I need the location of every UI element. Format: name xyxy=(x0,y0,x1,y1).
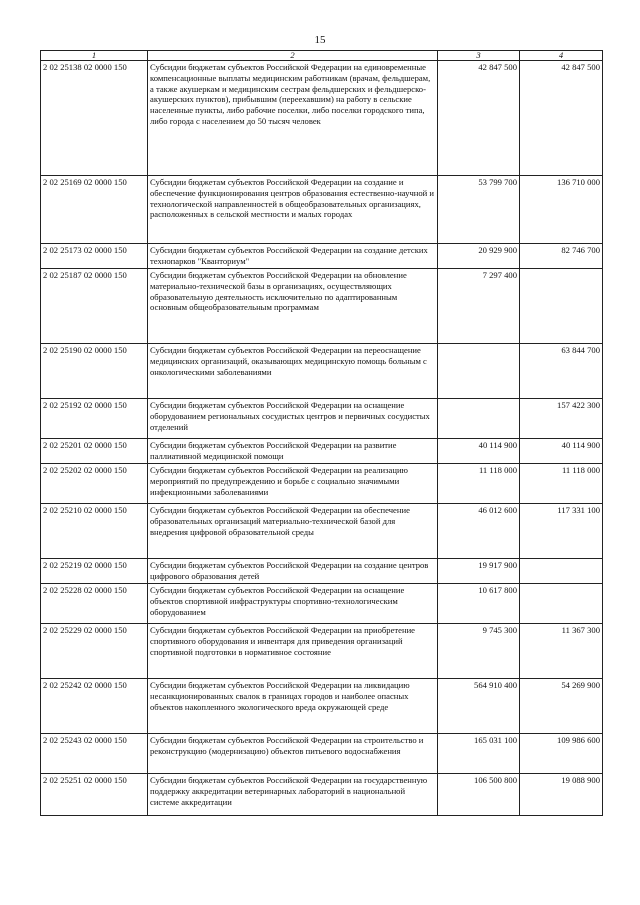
name-cell: Субсидии бюджетам субъектов Российской Федерации на оснащение объектов спортивной инфраструктуры спортивно-технологическим оборудованием xyxy=(148,584,438,624)
value-col3-cell: 40 114 900 xyxy=(438,439,520,464)
value-col3-cell: 10 617 800 xyxy=(438,584,520,624)
value-col3-cell: 42 847 500 xyxy=(438,61,520,176)
value-col4-cell: 40 114 900 xyxy=(520,439,603,464)
table-row xyxy=(41,439,603,464)
name-cell: Субсидии бюджетам субъектов Российской Федерации на оснащение оборудованием региональных сосудистых центров и первичных сосудистых отделений xyxy=(148,399,438,439)
value-col4-cell: 63 844 700 xyxy=(520,344,603,399)
table-header-row xyxy=(41,51,603,61)
value-col3-cell: 9 745 300 xyxy=(438,624,520,679)
column-header-3: 3 xyxy=(438,51,520,61)
table-row xyxy=(41,624,603,679)
budget-table xyxy=(40,50,603,816)
value-col3-cell: 20 929 900 xyxy=(438,244,520,269)
code-cell: 2 02 25187 02 0000 150 xyxy=(41,269,148,344)
code-cell: 2 02 25243 02 0000 150 xyxy=(41,734,148,774)
value-col4-cell xyxy=(520,559,603,584)
value-col3-cell: 106 500 800 xyxy=(438,774,520,816)
code-cell: 2 02 25138 02 0000 150 xyxy=(41,61,148,176)
value-col3-cell xyxy=(438,399,520,439)
code-cell: 2 02 25173 02 0000 150 xyxy=(41,244,148,269)
value-col3-cell: 46 012 600 xyxy=(438,504,520,559)
code-cell: 2 02 25251 02 0000 150 xyxy=(41,774,148,816)
code-cell: 2 02 25229 02 0000 150 xyxy=(41,624,148,679)
name-cell: Субсидии бюджетам субъектов Российской Федерации на развитие паллиативной медицинской помощи xyxy=(148,439,438,464)
page-number: 15 xyxy=(314,34,326,46)
table-row xyxy=(41,504,603,559)
code-cell: 2 02 25201 02 0000 150 xyxy=(41,439,148,464)
table-row xyxy=(41,269,603,344)
value-col3-cell: 19 917 900 xyxy=(438,559,520,584)
column-header-4: 4 xyxy=(520,51,603,61)
table-row xyxy=(41,584,603,624)
value-col4-cell: 42 847 500 xyxy=(520,61,603,176)
name-cell: Субсидии бюджетам субъектов Российской Федерации на строительство и реконструкцию (модернизацию) объектов питьевого водоснабжения xyxy=(148,734,438,774)
table-row xyxy=(41,559,603,584)
value-col3-cell: 564 910 400 xyxy=(438,679,520,734)
name-cell: Субсидии бюджетам субъектов Российской Федерации на создание детских технопарков "Кванториум" xyxy=(148,244,438,269)
table-row xyxy=(41,61,603,176)
code-cell: 2 02 25190 02 0000 150 xyxy=(41,344,148,399)
table-row xyxy=(41,344,603,399)
code-cell: 2 02 25219 02 0000 150 xyxy=(41,559,148,584)
table-row xyxy=(41,399,603,439)
value-col3-cell: 11 118 000 xyxy=(438,464,520,504)
column-header-2: 2 xyxy=(148,51,438,61)
value-col3-cell: 53 799 700 xyxy=(438,176,520,244)
table-row xyxy=(41,734,603,774)
column-header-1: 1 xyxy=(41,51,148,61)
table-row xyxy=(41,464,603,504)
name-cell: Субсидии бюджетам субъектов Российской Федерации на государственную поддержку аккредитации ветеринарных лабораторий в национальной системе аккредитации xyxy=(148,774,438,816)
value-col4-cell xyxy=(520,269,603,344)
code-cell: 2 02 25202 02 0000 150 xyxy=(41,464,148,504)
name-cell: Субсидии бюджетам субъектов Российской Федерации на переоснащение медицинских организаций, оказывающих медицинскую помощь больным с онкологическими заболеваниями xyxy=(148,344,438,399)
name-cell: Субсидии бюджетам субъектов Российской Федерации на единовременные компенсационные выплаты медицинским работникам (врачам, фельдшерам, а также акушеркам и медицинским сестрам фельдшерских и фельдшерско-акушерских пунктов), прибывшим (переехавшим) на работу в сельские населенные пункты, либо рабочие поселки, либо поселки городского типа, либо города с населением до 50 тысяч человек xyxy=(148,61,438,176)
value-col4-cell: 157 422 300 xyxy=(520,399,603,439)
name-cell: Субсидии бюджетам субъектов Российской Федерации на создание и обеспечение функционирования центров образования естественно-научной и технологической направленностей в общеобразовательных организациях, расположенных в сельской местности и малых городах xyxy=(148,176,438,244)
value-col4-cell: 117 331 100 xyxy=(520,504,603,559)
code-cell: 2 02 25210 02 0000 150 xyxy=(41,504,148,559)
value-col4-cell: 82 746 700 xyxy=(520,244,603,269)
name-cell: Субсидии бюджетам субъектов Российской Федерации на обеспечение образовательных организаций материально-технической базой для внедрения цифровой образовательной среды xyxy=(148,504,438,559)
code-cell: 2 02 25169 02 0000 150 xyxy=(41,176,148,244)
name-cell: Субсидии бюджетам субъектов Российской Федерации на приобретение спортивного оборудования и инвентаря для приведения организаций спортивной подготовки в нормативное состояние xyxy=(148,624,438,679)
code-cell: 2 02 25228 02 0000 150 xyxy=(41,584,148,624)
name-cell: Субсидии бюджетам субъектов Российской Федерации на обновление материально-технической базы в организациях, осуществляющих образовательную деятельность исключительно по адаптированным основным общеобразовательным программам xyxy=(148,269,438,344)
value-col3-cell xyxy=(438,344,520,399)
value-col4-cell: 19 088 900 xyxy=(520,774,603,816)
value-col4-cell: 11 367 300 xyxy=(520,624,603,679)
table-row xyxy=(41,176,603,244)
name-cell: Субсидии бюджетам субъектов Российской Федерации на ликвидацию несанкционированных свалок в границах городов и наиболее опасных объектов накопленного экологического вреда окружающей среде xyxy=(148,679,438,734)
value-col4-cell: 54 269 900 xyxy=(520,679,603,734)
value-col4-cell: 109 986 600 xyxy=(520,734,603,774)
value-col4-cell xyxy=(520,584,603,624)
name-cell: Субсидии бюджетам субъектов Российской Федерации на создание центров цифрового образования детей xyxy=(148,559,438,584)
value-col3-cell: 165 031 100 xyxy=(438,734,520,774)
value-col3-cell: 7 297 400 xyxy=(438,269,520,344)
table-row xyxy=(41,679,603,734)
table-row xyxy=(41,244,603,269)
code-cell: 2 02 25192 02 0000 150 xyxy=(41,399,148,439)
name-cell: Субсидии бюджетам субъектов Российской Федерации на реализацию мероприятий по предупреждению и борьбе с социально значимыми инфекционными заболеваниями xyxy=(148,464,438,504)
code-cell: 2 02 25242 02 0000 150 xyxy=(41,679,148,734)
table-row xyxy=(41,774,603,816)
value-col4-cell: 11 118 000 xyxy=(520,464,603,504)
value-col4-cell: 136 710 000 xyxy=(520,176,603,244)
